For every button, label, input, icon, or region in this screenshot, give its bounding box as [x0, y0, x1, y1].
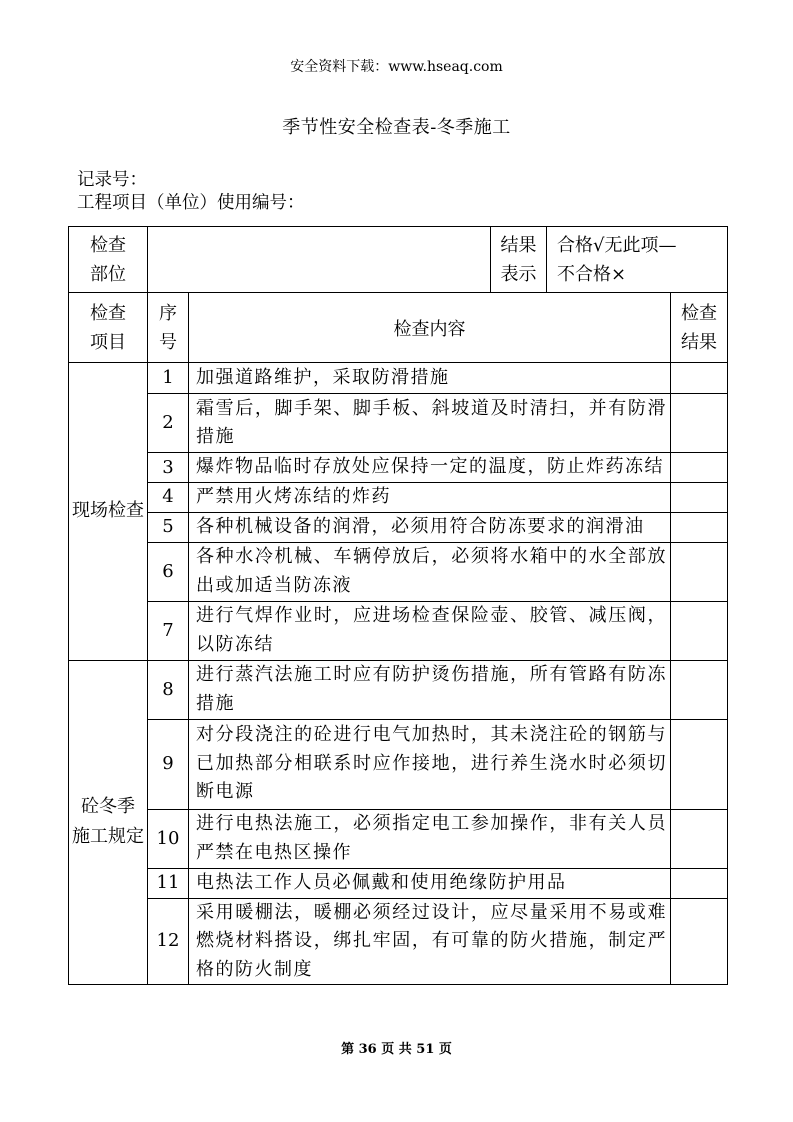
row-content: 对分段浇注的砼进行电气加热时，其未浇注砼的钢筋与已加热部分相联系时应作接地，进行养生浇水时必须切断电源	[189, 719, 671, 809]
row-number: 9	[148, 719, 189, 809]
row-number: 1	[148, 363, 189, 394]
row-number: 4	[148, 483, 189, 513]
header-item	[69, 293, 148, 363]
inspection-table	[68, 226, 728, 985]
table-row	[69, 363, 728, 394]
site-header: 安全资料下载：www.hseaq.com	[290, 59, 503, 75]
table-header-row	[69, 293, 728, 363]
row-content: 进行气焊作业时，应进场检查保险壶、胶管、减压阀，以防冻结	[189, 601, 671, 660]
location-label-line: 部位	[90, 263, 126, 285]
group-label-line: 现场检查	[72, 500, 144, 522]
table-row	[69, 660, 728, 719]
group-label-line: 施工规定	[72, 826, 144, 848]
row-content: 采用暖棚法，暖棚必须经过设计，应尽量采用不易或难燃烧材料搭设，绑扎牢固，有可靠的防火措施，制定严格的防火制度	[189, 898, 671, 985]
row-result-cell	[671, 868, 728, 898]
row-result-cell	[671, 483, 728, 513]
project-code-label: 工程项目（单位）使用编号：	[77, 193, 305, 213]
row-content: 加强道路维护，采取防滑措施	[189, 363, 671, 394]
page-title: 季节性安全检查表-冬季施工	[282, 117, 511, 138]
row-number: 2	[148, 394, 189, 453]
record-number-label: 记录号：	[77, 170, 147, 190]
row-content: 电热法工作人员必佩戴和使用绝缘防护用品	[189, 868, 671, 898]
table-row	[69, 394, 728, 453]
location-value-cell	[148, 227, 491, 293]
header-item-line: 项目	[90, 331, 126, 353]
table-row	[69, 483, 728, 513]
row-result-cell	[671, 542, 728, 601]
row-number: 8	[148, 660, 189, 719]
header-result-line: 检查	[681, 302, 717, 324]
row-content: 各种水冷机械、车辆停放后，必须将水箱中的水全部放出或加适当防冻液	[189, 542, 671, 601]
location-label-cell	[69, 227, 148, 293]
row-content: 进行电热法施工，必须指定电工参加操作，非有关人员严禁在电热区操作	[189, 809, 671, 868]
location-row	[69, 227, 728, 293]
result-legend-label-line: 表示	[500, 263, 537, 285]
header-no	[148, 293, 189, 363]
row-content: 严禁用火烤冻结的炸药	[189, 483, 671, 513]
row-result-cell	[671, 898, 728, 985]
row-result-cell	[671, 512, 728, 542]
row-result-cell	[671, 394, 728, 453]
table-row	[69, 898, 728, 985]
group-concrete-winter-rules	[69, 660, 148, 985]
result-legend-line: 合格√无此项—	[557, 234, 677, 256]
result-legend-label-cell	[491, 227, 547, 293]
row-number: 5	[148, 512, 189, 542]
row-number: 7	[148, 601, 189, 660]
row-result-cell	[671, 809, 728, 868]
table-row	[69, 512, 728, 542]
row-content: 各种机械设备的润滑，必须用符合防冻要求的润滑油	[189, 512, 671, 542]
row-result-cell	[671, 363, 728, 394]
table-row	[69, 868, 728, 898]
result-legend-cell	[547, 227, 728, 293]
page-footer: 第 36 页 共 51 页	[341, 1042, 452, 1057]
row-content: 进行蒸汽法施工时应有防护烫伤措施，所有管路有防冻措施	[189, 660, 671, 719]
table-row	[69, 453, 728, 483]
row-result-cell	[671, 601, 728, 660]
header-no-line: 序	[159, 302, 177, 324]
row-result-cell	[671, 453, 728, 483]
group-label-line: 砼冬季	[81, 796, 135, 818]
table-row	[69, 601, 728, 660]
table-row	[69, 719, 728, 809]
location-label-line: 检查	[90, 234, 126, 256]
row-number: 3	[148, 453, 189, 483]
row-number: 11	[148, 868, 189, 898]
header-item-line: 检查	[90, 302, 126, 324]
header-result-line: 结果	[681, 331, 717, 353]
row-result-cell	[671, 660, 728, 719]
row-result-cell	[671, 719, 728, 809]
row-content: 爆炸物品临时存放处应保持一定的温度，防止炸药冻结	[189, 453, 671, 483]
header-content: 检查内容	[189, 293, 671, 363]
row-number: 6	[148, 542, 189, 601]
row-content: 霜雪后，脚手架、脚手板、斜坡道及时清扫，并有防滑措施	[189, 394, 671, 453]
header-no-line: 号	[159, 331, 177, 353]
table-row	[69, 809, 728, 868]
row-number: 12	[148, 898, 189, 985]
header-result	[671, 293, 728, 363]
row-number: 10	[148, 809, 189, 868]
result-legend-line: 不合格×	[557, 263, 627, 285]
result-legend-label-line: 结果	[500, 234, 537, 256]
group-site-inspection	[69, 363, 148, 661]
table-row	[69, 542, 728, 601]
